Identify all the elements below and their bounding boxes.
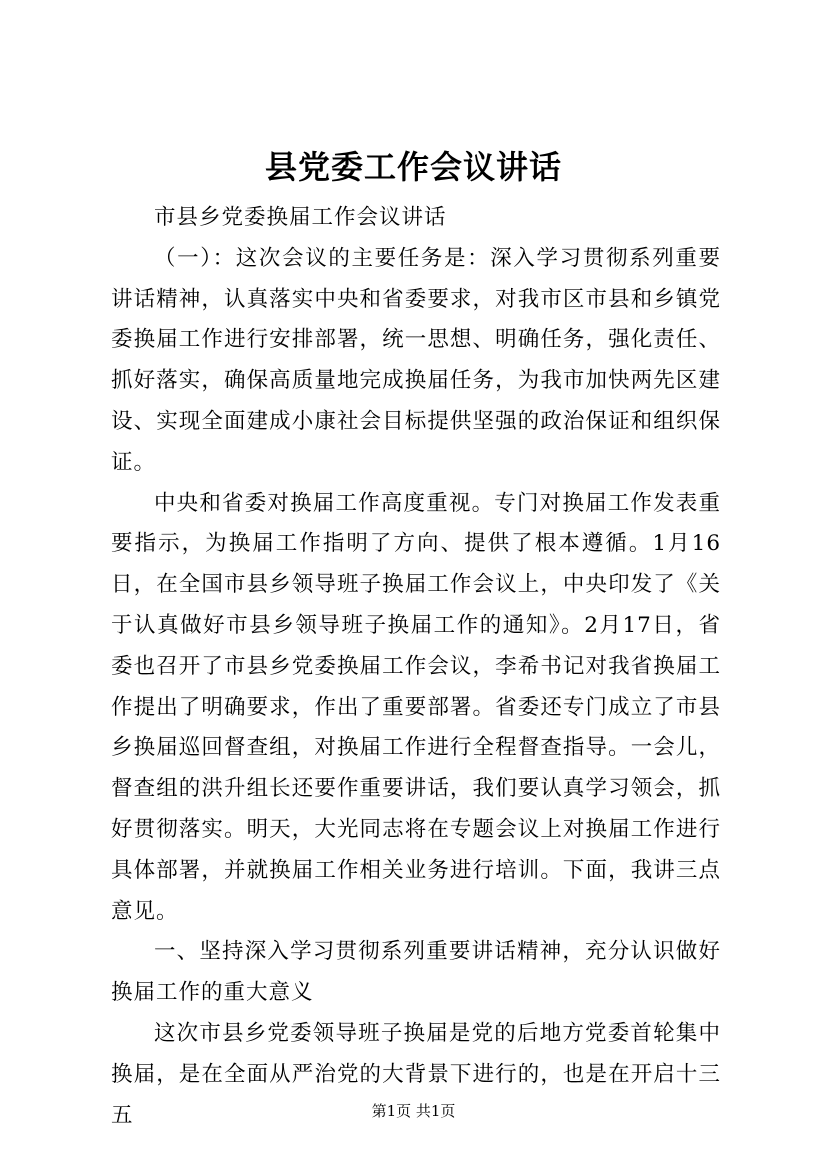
page-footer: 第1页 共1页 [371,1102,456,1120]
section-heading: 一、坚持深入学习贯彻系列重要讲话精神，充分认识做好换届工作的重大意义 [111,939,721,1006]
body-paragraph: （一）：这次会议的主要任务是：深入学习贯彻系列重要讲话精神，认真落实中央和省委要求，对我市区市县和乡镇党委换届工作进行安排部署，统一思想、明确任务，强化责任、抓好落实，确保高质量地完成换届任务，为我市加快两先区建设、实现全面建成小康社会目标提供坚强的政治保证和组织保证。 [111,245,721,475]
document-title: 县党委工作会议讲话 [264,148,562,186]
subtitle-paragraph: 市县乡党委换届工作会议讲话 [154,205,447,230]
body-paragraph: 这次市县乡党委领导班子换届是党的后地方党委首轮集中换届，是在全面从严治党的大背景下进行的，也是在开启十三五 [111,1020,721,1128]
document-body [111,198,721,1136]
body-paragraph: 中央和省委对换届工作高度重视。专门对换届工作发表重要指示，为换届工作指明了方向、提供了根本遵循。1月16日，在全国市县乡领导班子换届工作会议上，中央印发了《关于认真做好市县乡领导班子换届工作的通知》。2月17日，省委也召开了市县乡党委换届工作会议，李希书记对我省换届工作提出了明确要求，作出了重要部署。省委还专门成立了市县乡换届巡回督查组，对换届工作进行全程督查指导。一会儿，督查组的洪升组长还要作重要讲话，我们要认真学习领会，抓好贯彻落实。明天，大光同志将在专题会议上对换届工作进行具体部署，并就换届工作相关业务进行培训。下面，我讲三点意见。 [111,490,721,924]
